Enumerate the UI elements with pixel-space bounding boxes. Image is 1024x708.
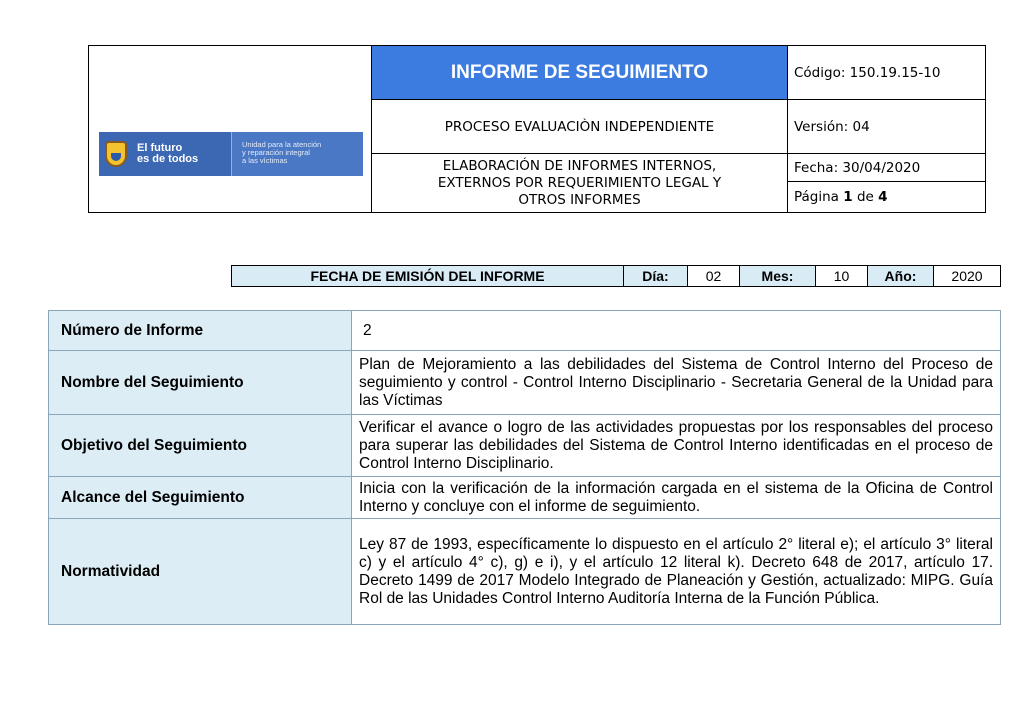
logo-text-line: a las víctimas <box>242 156 288 165</box>
logo-text-line: El futuro <box>137 142 183 154</box>
page-total: 4 <box>878 189 888 205</box>
logo-text-line: y reparación integral <box>242 148 310 157</box>
coat-of-arms-icon <box>105 141 127 167</box>
row-value: Plan de Mejoramiento a las debilidades del Sistema de Control Interno del Proceso de seguimiento y control - Control Interno Disciplinario - Secretaria General de la Unidad para las Víctimas <box>352 351 1001 415</box>
emission-label: FECHA DE EMISIÓN DEL INFORME <box>232 266 624 286</box>
row-label: Objetivo del Seguimiento <box>49 415 352 477</box>
page-mid: de <box>852 189 879 205</box>
document-code: Código: 150.19.15-10 <box>788 46 985 100</box>
row-label: Alcance del Seguimiento <box>49 477 352 519</box>
page-current: 1 <box>843 189 853 205</box>
document-version: Versión: 04 <box>788 100 985 154</box>
year-label: Año: <box>868 266 934 286</box>
logo-left-block <box>99 132 231 176</box>
process-name: PROCESO EVALUACIÒN INDEPENDIENTE <box>372 100 788 154</box>
document-title: INFORME DE SEGUIMIENTO <box>372 46 788 100</box>
report-info-table <box>48 310 1001 625</box>
elaboration-line: EXTERNOS POR REQUERIMIENTO LEGAL Y <box>437 175 722 191</box>
table-row <box>49 351 1001 415</box>
row-label: Normatividad <box>49 519 352 625</box>
page-prefix: Página <box>794 189 844 205</box>
row-value: Ley 87 de 1993, específicamente lo dispuesto en el artículo 2° literal e); el artículo 3° literal c) y el artículo 4° c), g) e i), y el artículo 12 literal k). Decreto 648 de 2017, artículo 17. Decreto 1499 de 2017 Modelo Integrado de Planeación y Gestión, actualizado: MIPG. Guía Rol de las Unidades Control Interno Auditoría Interna de la Función Pública. <box>352 519 1001 625</box>
elaboration-line: OTROS INFORMES <box>518 192 641 208</box>
page-number <box>788 182 985 212</box>
table-row <box>49 415 1001 477</box>
document-header <box>88 45 986 213</box>
row-value: 2 <box>352 311 1001 351</box>
institution-logo <box>99 132 363 176</box>
logo-right-block <box>231 132 363 176</box>
logo-left-text <box>137 143 198 165</box>
logo-area <box>89 46 372 212</box>
row-value: Inicia con la verificación de la información cargada en el sistema de la Oficina de Control Interno y concluye con el informe de seguimiento. <box>352 477 1001 519</box>
logo-text-line: es de todos <box>137 153 199 165</box>
year-value: 2020 <box>934 266 1000 286</box>
document-date: Fecha: 30/04/2020 <box>788 154 985 182</box>
table-row <box>49 519 1001 625</box>
table-row <box>49 311 1001 351</box>
row-value: Verificar el avance o logro de las actividades propuestas por los responsables del proceso para superar las debilidades del Sistema de Control Interno identificadas en el proceso de Control Interno Disciplinario. <box>352 415 1001 477</box>
elaboration-line: ELABORACIÓN DE INFORMES INTERNOS, <box>442 158 717 174</box>
row-label: Nombre del Seguimiento <box>49 351 352 415</box>
month-value: 10 <box>816 266 868 286</box>
emission-date-bar <box>231 265 1001 287</box>
month-label: Mes: <box>740 266 816 286</box>
logo-text-line: Unidad para la atención <box>242 140 322 149</box>
day-value: 02 <box>688 266 740 286</box>
elaboration-text <box>372 154 788 212</box>
table-row <box>49 477 1001 519</box>
day-label: Día: <box>624 266 688 286</box>
row-label: Número de Informe <box>49 311 352 351</box>
